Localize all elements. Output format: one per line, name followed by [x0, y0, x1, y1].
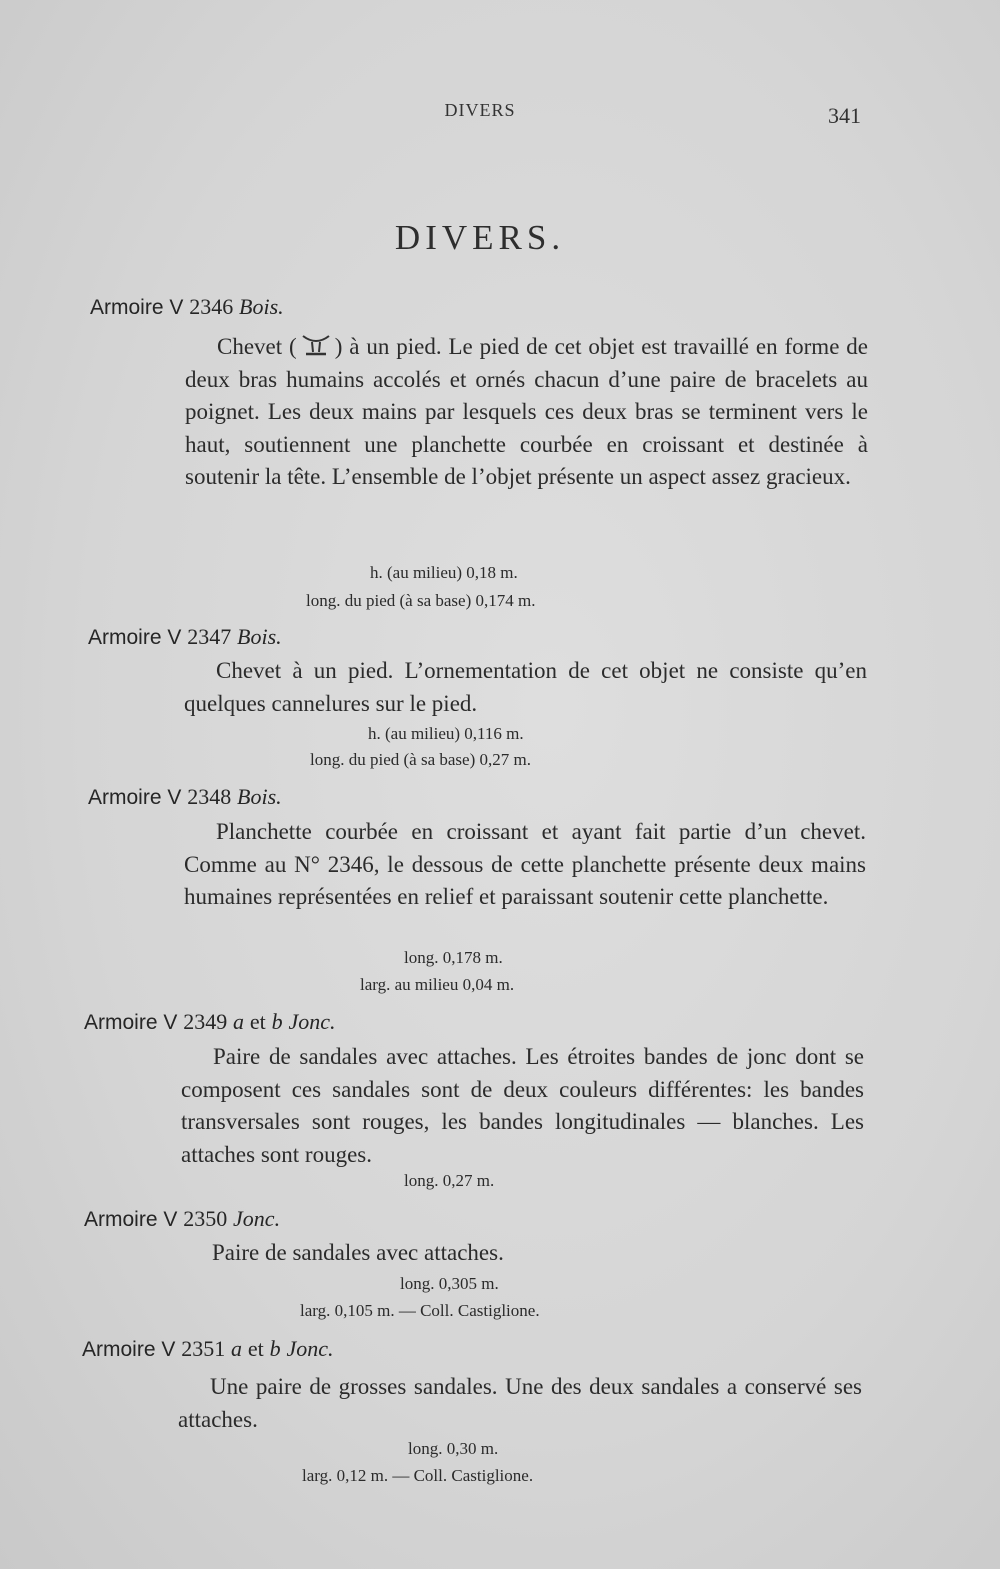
- entry-heading: [88, 624, 282, 650]
- entry-number: 2348: [187, 784, 232, 809]
- entry-prefix: Armoire V: [88, 786, 182, 809]
- entry-description: Paire de sandales avec attaches.: [212, 1240, 504, 1265]
- entry-number: 2346: [189, 294, 234, 319]
- measurement: long. du pied (à sa base) 0,27 m.: [310, 750, 531, 769]
- entry-prefix: Armoire V: [84, 1208, 178, 1231]
- entry-material: Jonc.: [286, 1336, 334, 1361]
- entry-prefix: Armoire V: [88, 626, 182, 649]
- entry-prefix: Armoire V: [90, 296, 184, 319]
- entry-heading: [90, 294, 284, 320]
- measurement: h. (au milieu) 0,18 m.: [370, 563, 518, 582]
- entry-conjunction: et: [249, 1009, 266, 1034]
- entry-prefix: Armoire V: [82, 1338, 176, 1361]
- measurement: long. 0,30 m.: [408, 1439, 499, 1458]
- entry-material: Jonc.: [233, 1206, 281, 1231]
- text-before-glyph: Chevet (: [217, 334, 297, 359]
- entry-letter: a: [233, 1009, 245, 1034]
- entry-heading: [82, 1336, 334, 1362]
- entry-description: [185, 331, 868, 494]
- entry-letter: b: [271, 1009, 283, 1034]
- entry-prefix: Armoire V: [84, 1011, 178, 1034]
- entry-heading: [84, 1009, 336, 1035]
- section-title: DIVERS.: [394, 218, 566, 257]
- entry-heading: [84, 1206, 280, 1232]
- entry-description: Paire de sandales avec attaches. Les étroites bandes de jonc dont se composent ces sandales sont de deux couleurs différentes: les bandes transversales sont rouges, les bandes longitudinales — blanches. Les attaches sont rouges.: [181, 1044, 864, 1167]
- entry-material: Bois.: [237, 624, 282, 649]
- running-title: DIVERS: [444, 100, 516, 120]
- page-number: 341: [828, 103, 861, 128]
- entry-description: Une paire de grosses sandales. Une des deux sandales a conservé ses attaches.: [178, 1374, 862, 1432]
- entry-description: Planchette courbée en croissant et ayant fait partie d’un chevet. Comme au N° 2346, le dessous de cette planchette présente deux mains humaines représentées en relief et paraissant soutenir cette planchette.: [184, 819, 866, 909]
- entry-letter: b: [269, 1336, 281, 1361]
- measurement: long. 0,27 m.: [404, 1171, 495, 1190]
- measurement: larg. 0,105 m. — Coll. Castiglione.: [300, 1301, 540, 1320]
- entry-conjunction: et: [247, 1336, 264, 1361]
- entry-description: Chevet à un pied. L’ornementation de cet objet ne consiste qu’en quelques cannelures sur le pied.: [184, 658, 867, 716]
- entry-number: 2351: [181, 1336, 226, 1361]
- entry-number: 2350: [183, 1206, 228, 1231]
- entry-material: Bois.: [239, 294, 284, 319]
- entry-heading: [88, 784, 282, 810]
- measurement: long. du pied (à sa base) 0,174 m.: [306, 591, 536, 610]
- measurement: long. 0,178 m.: [404, 948, 503, 967]
- entry-number: 2347: [187, 624, 232, 649]
- entry-number: 2349: [183, 1009, 228, 1034]
- measurement: h. (au milieu) 0,116 m.: [368, 724, 524, 743]
- entry-letter: a: [231, 1336, 243, 1361]
- text-after-glyph: ) à un pied. Le pied de cet objet est travaillé en forme de deux bras humains accolés et ornés chacun d’une paire de bracelets au poignet. Les deux mains par lesquels ces deux bras se terminent vers le haut, soutiennent une planchette courbée en croissant et destinée à soutenir la tête. L’ensemble de l’objet présente un aspect assez gracieux.: [185, 334, 868, 489]
- entry-material: Jonc.: [288, 1009, 336, 1034]
- measurement: long. 0,305 m.: [400, 1274, 499, 1293]
- measurement: larg. 0,12 m. — Coll. Castiglione.: [302, 1466, 534, 1485]
- entry-material: Bois.: [237, 784, 282, 809]
- headrest-icon: [297, 332, 335, 358]
- measurement: larg. au milieu 0,04 m.: [360, 975, 515, 994]
